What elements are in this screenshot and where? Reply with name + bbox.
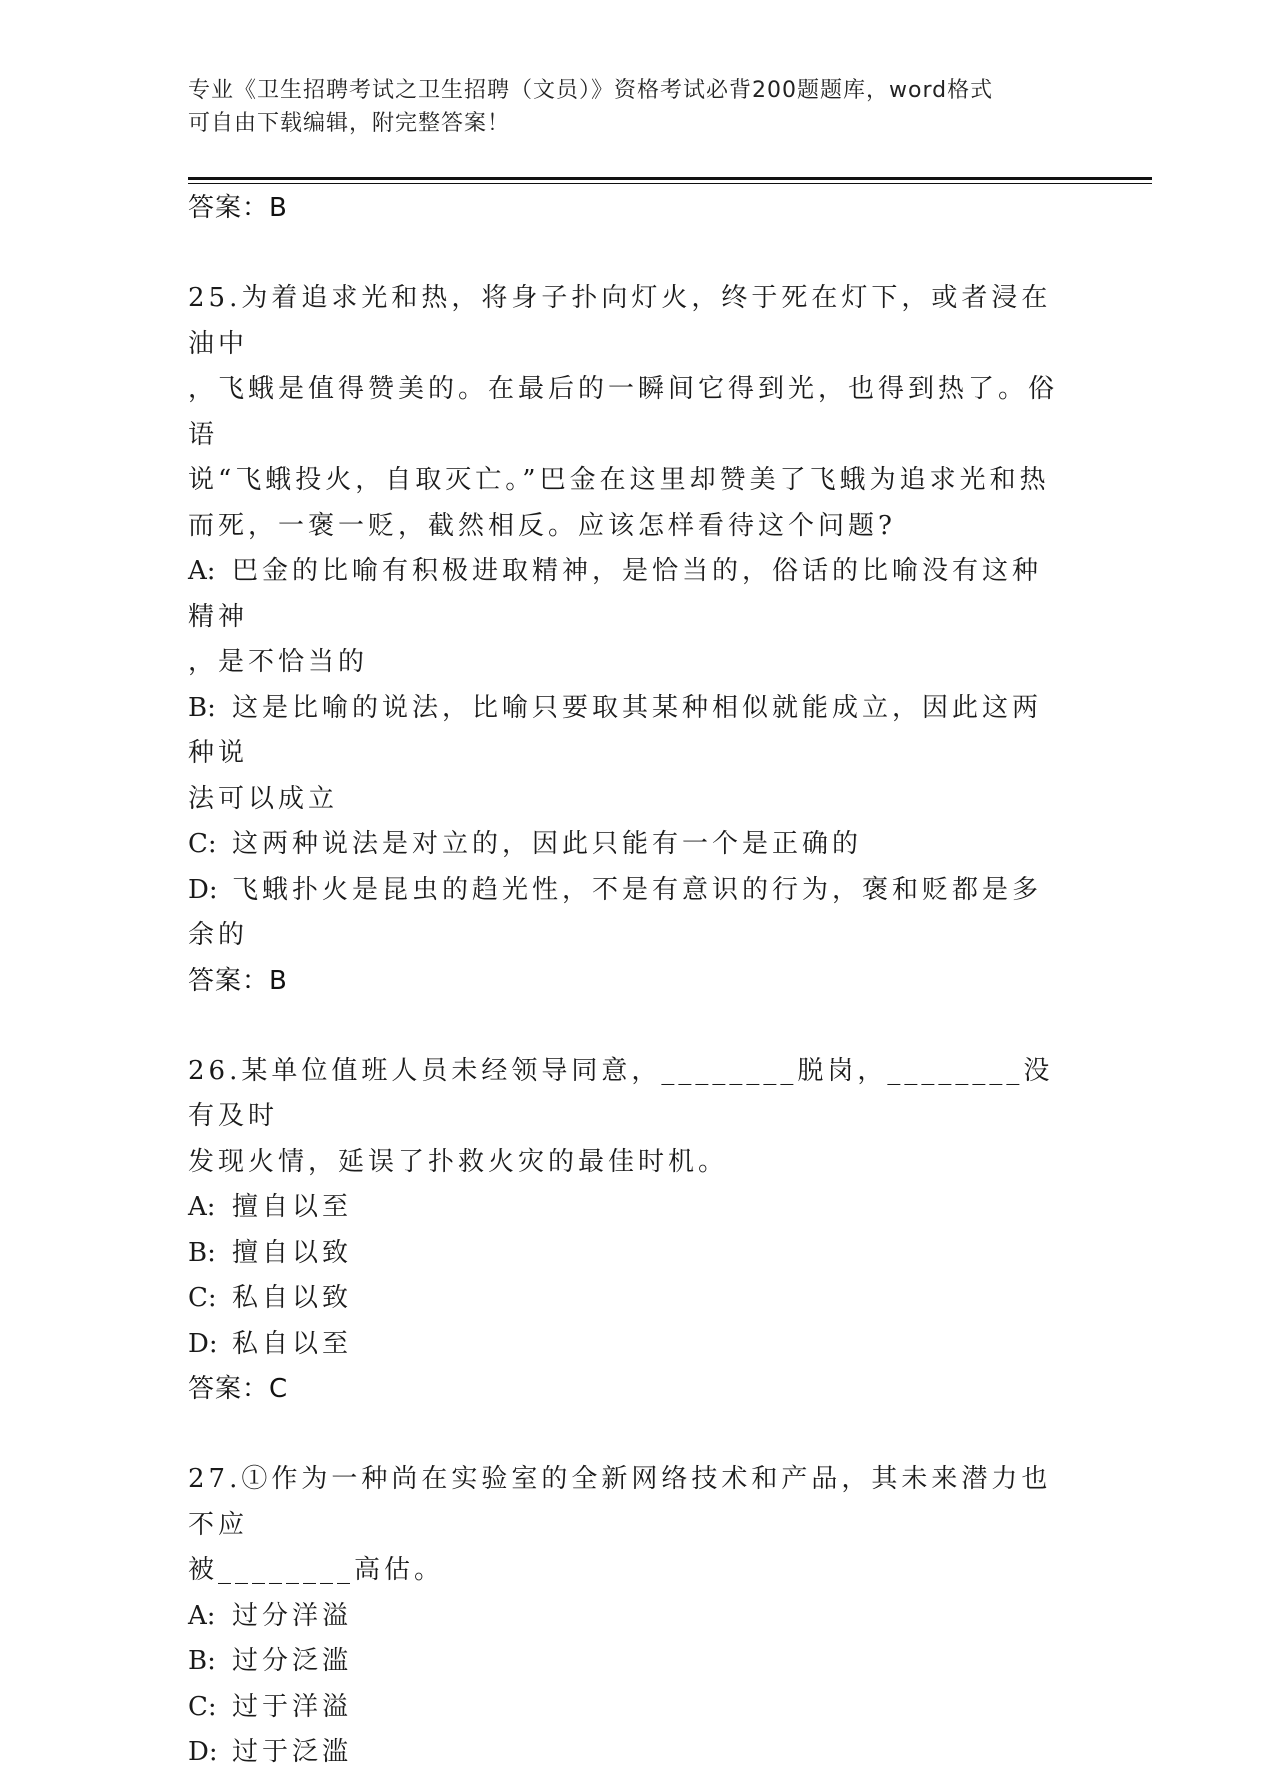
header-divider-thick bbox=[188, 177, 1152, 180]
header-line-1: 专业《卫生招聘考试之卫生招聘（文员）》资格考试必背200题题库，word格式 bbox=[188, 78, 994, 103]
option-text: 过分泛滥 bbox=[232, 1646, 353, 1676]
header-line-2: 可自由下载编辑，附完整答案！ bbox=[188, 111, 511, 136]
option-text: 这是比喻的说法，比喻只要取其某种相似就能成立，因此这两种说 bbox=[188, 692, 1043, 768]
option-letter: A: bbox=[188, 1600, 216, 1631]
answer-line bbox=[188, 1367, 1068, 1411]
option-text: 过于泛滥 bbox=[232, 1737, 353, 1767]
option-text-cont: 法可以成立 bbox=[188, 783, 339, 814]
stem-line: 而死，一褒一贬，截然相反。应该怎样看待这个问题? bbox=[188, 510, 896, 541]
stem-line: ，飞蛾是值得赞美的。在最后的一瞬间它得到光，也得到热了。俗语 bbox=[188, 374, 1059, 450]
stem-line: 发现火情，延误了扑救火灾的最佳时机。 bbox=[188, 1146, 729, 1177]
option-text: 私自以至 bbox=[232, 1328, 353, 1359]
option-letter: B: bbox=[188, 692, 216, 723]
option-letter: A: bbox=[188, 1192, 216, 1222]
answer-value: B bbox=[269, 193, 288, 223]
question-27 bbox=[188, 1457, 1068, 1776]
stem-line: 27.①作为一种尚在实验室的全新网络技术和产品，其未来潜力也不应 bbox=[188, 1464, 1052, 1540]
option-text: 飞蛾扑火是昆虫的趋光性，不是有意识的行为，褒和贬都是多余的 bbox=[188, 874, 1043, 950]
spacer bbox=[188, 1411, 1068, 1457]
option-b bbox=[188, 1639, 1068, 1685]
prev-answer-line bbox=[188, 186, 1068, 230]
option-text: 过于洋溢 bbox=[232, 1691, 353, 1722]
option-b bbox=[188, 686, 1068, 823]
option-letter: A: bbox=[188, 556, 216, 586]
option-text: 私自以致 bbox=[232, 1283, 353, 1313]
header-divider-thin bbox=[188, 183, 1152, 184]
question-stem bbox=[188, 1049, 1068, 1186]
question-26 bbox=[188, 1049, 1068, 1412]
option-letter: D: bbox=[188, 1328, 218, 1359]
option-d bbox=[188, 868, 1068, 959]
option-b bbox=[188, 1231, 1068, 1277]
document-header bbox=[188, 74, 1068, 140]
option-c bbox=[188, 1685, 1068, 1731]
option-c bbox=[188, 1276, 1068, 1322]
option-letter: C: bbox=[188, 1283, 217, 1313]
spacer bbox=[188, 1003, 1068, 1049]
option-letter: C: bbox=[188, 1691, 217, 1722]
stem-line: 被________高估。 bbox=[188, 1555, 445, 1585]
option-letter: B: bbox=[188, 1646, 216, 1676]
question-stem bbox=[188, 1457, 1068, 1594]
option-a bbox=[188, 549, 1068, 686]
option-text: 过分洋溢 bbox=[232, 1600, 353, 1631]
question-list bbox=[188, 186, 1068, 1776]
option-text: 这两种说法是对立的，因此只能有一个是正确的 bbox=[232, 829, 863, 859]
option-text: 擅自以致 bbox=[232, 1237, 353, 1268]
answer-value: C bbox=[269, 1374, 289, 1404]
stem-line: 25.为着追求光和热，将身子扑向灯火，终于死在灯下，或者浸在油中 bbox=[188, 283, 1052, 359]
option-d bbox=[188, 1730, 1068, 1776]
stem-line: 说“飞蛾投火，自取灭亡。”巴金在这里却赞美了飞蛾为追求光和热 bbox=[188, 465, 1050, 495]
option-letter: B: bbox=[188, 1237, 216, 1268]
answer-label: 答案： bbox=[188, 193, 270, 223]
option-text-cont: ，是不恰当的 bbox=[188, 647, 369, 677]
stem-line: 26.某单位值班人员未经领导同意，________脱岗，________没有及时 bbox=[188, 1055, 1054, 1131]
answer-line bbox=[188, 959, 1068, 1003]
option-a bbox=[188, 1594, 1068, 1640]
option-letter: D: bbox=[188, 1737, 218, 1767]
option-d bbox=[188, 1322, 1068, 1368]
option-c bbox=[188, 822, 1068, 868]
option-letter: D: bbox=[188, 874, 218, 905]
answer-label: 答案： bbox=[188, 965, 270, 996]
question-25 bbox=[188, 276, 1068, 1003]
spacer bbox=[188, 230, 1068, 276]
option-text: 巴金的比喻有积极进取精神，是恰当的，俗话的比喻没有这种精神 bbox=[188, 556, 1043, 632]
option-a bbox=[188, 1185, 1068, 1231]
option-text: 擅自以至 bbox=[232, 1192, 353, 1222]
answer-label: 答案： bbox=[188, 1374, 270, 1404]
answer-value: B bbox=[269, 965, 288, 996]
option-letter: C: bbox=[188, 829, 217, 859]
question-stem bbox=[188, 276, 1068, 549]
